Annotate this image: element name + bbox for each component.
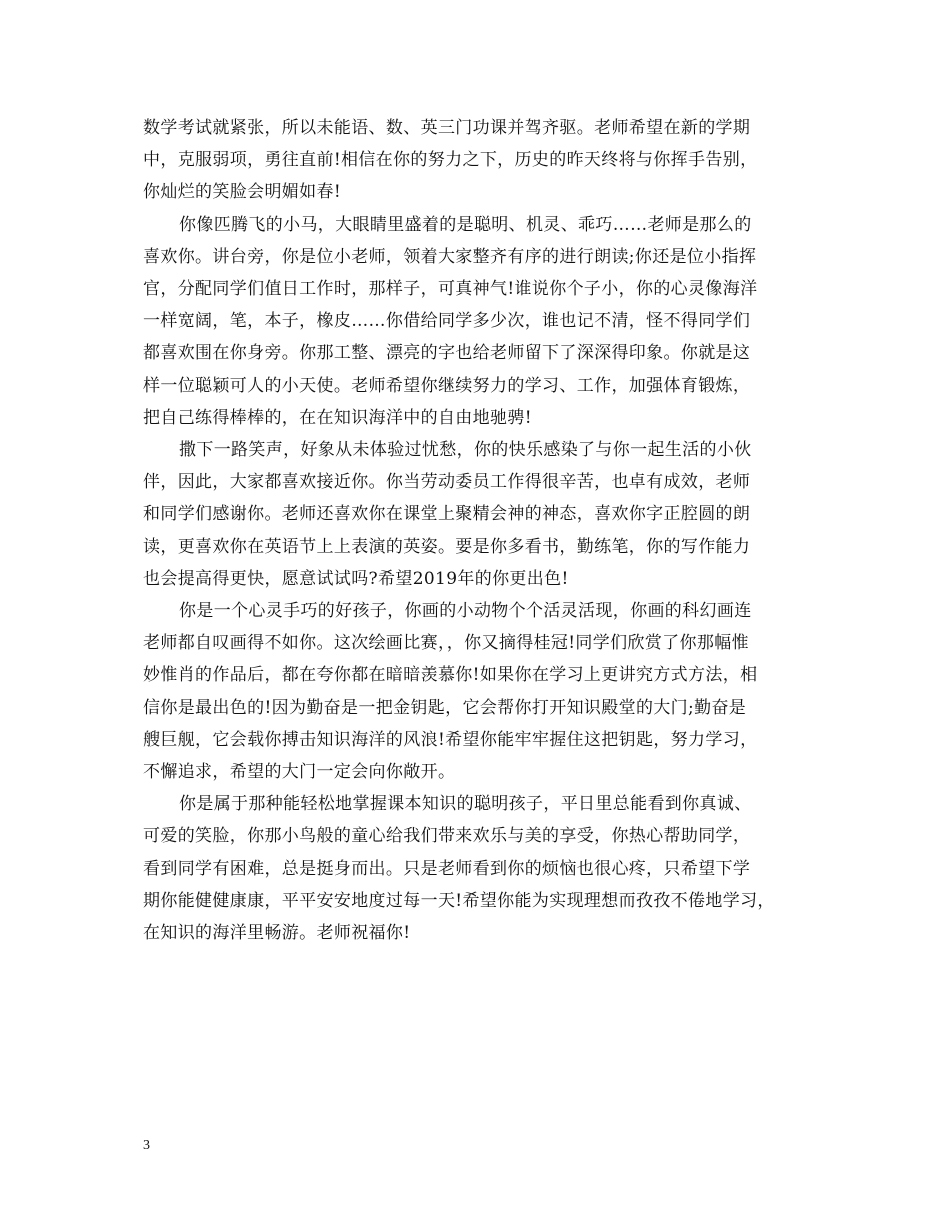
paragraph-start-line: 你是属于那种能轻松地掌握课本知识的聪明孩子，平日里总能看到你真诚、: [179, 794, 752, 815]
text-line: 数学考试就紧张，所以未能语、数、英三门功课并驾齐驱。老师希望在新的学期: [143, 118, 751, 138]
text-line: 和同学们感谢你。老师还喜欢你在课堂上聚精会神的神态，喜欢你字正腔圆的朗: [143, 504, 751, 525]
text-line: 也会提高得更快，愿意试试吗?希望2019年的你更出色!: [143, 568, 569, 589]
text-line: 妙惟肖的作品后，都在夸你都在暗暗羡慕你!如果你在学习上更讲究方式方法，相: [143, 665, 758, 686]
body-text: [143, 112, 823, 949]
paragraph-start-line: 撒下一路笑声，好象从未体验过忧愁，你的快乐感染了与你一起生活的小伙: [179, 440, 752, 461]
text-line: 看到同学有困难，总是挺身而出。只是老师看到你的烦恼也很心疼，只希望下学: [143, 858, 751, 879]
text-line: 一样宽阔，笔，本子，橡皮……你借给同学多少次，谁也记不清，怪不得同学们: [143, 311, 751, 332]
text-line: 样一位聪颖可人的小天使。老师希望你继续努力的学习、工作，加强体育锻炼，: [143, 375, 751, 396]
text-line: 信你是最出色的!因为勤奋是一把金钥匙，它会帮你打开知识殿堂的大门;勤奋是: [143, 697, 747, 718]
text-line: 不懈追求，希望的大门一定会向你敞开。: [143, 762, 456, 783]
text-line: 伴，因此，大家都喜欢接近你。你当劳动委员工作得很辛苦，也卓有成效，老师: [143, 472, 751, 493]
text-line: 在知识的海洋里畅游。老师祝福你!: [143, 923, 411, 944]
text-line: 你灿烂的笑脸会明媚如春!: [143, 182, 342, 203]
text-line: 中，克服弱项，勇往直前!相信在你的努力之下，历史的昨天终将与你挥手告别，: [143, 150, 758, 171]
text-line: 老师都自叹画得不如你。这次绘画比赛，，你又摘得桂冠!同学们欣赏了你那幅惟: [143, 633, 749, 654]
text-line: 官，分配同学们值日工作时，那样子，可真神气!谁说你个子小，你的心灵像海洋: [143, 279, 758, 300]
text-line: 喜欢你。讲台旁，你是位小老师，领着大家整齐有序的进行朗读;你还是位小指挥: [143, 246, 757, 267]
paragraph-start-line: 你是一个心灵手巧的好孩子，你画的小动物个个活灵活现，你画的科幻画连: [179, 601, 752, 622]
text-line: 可爱的笑脸，你那小鸟般的童心给我们带来欢乐与美的享受，你热心帮助同学，: [143, 826, 751, 847]
text-line: 读，更喜欢你在英语节上上表演的英姿。要是你多看书，勤练笔，你的写作能力: [143, 536, 751, 557]
paragraph-start-line: 你像匹腾飞的小马，大眼睛里盛着的是聪明、机灵、乖巧……老师是那么的: [179, 214, 752, 235]
text-line: 都喜欢围在你身旁。你那工整、漂亮的字也给老师留下了深深得印象。你就是这: [143, 343, 751, 364]
text-line: 期你能健健康康，平平安安地度过每一天!希望你能为实现理想而孜孜不倦地学习，: [143, 890, 775, 911]
page-number: 3: [143, 1138, 150, 1153]
text-line: 艘巨舰，它会载你搏击知识海洋的风浪!希望你能牢牢握住这把钥匙，努力学习，: [143, 729, 758, 750]
text-line: 把自己练得棒棒的，在在知识海洋中的自由地驰骋!: [143, 407, 532, 428]
